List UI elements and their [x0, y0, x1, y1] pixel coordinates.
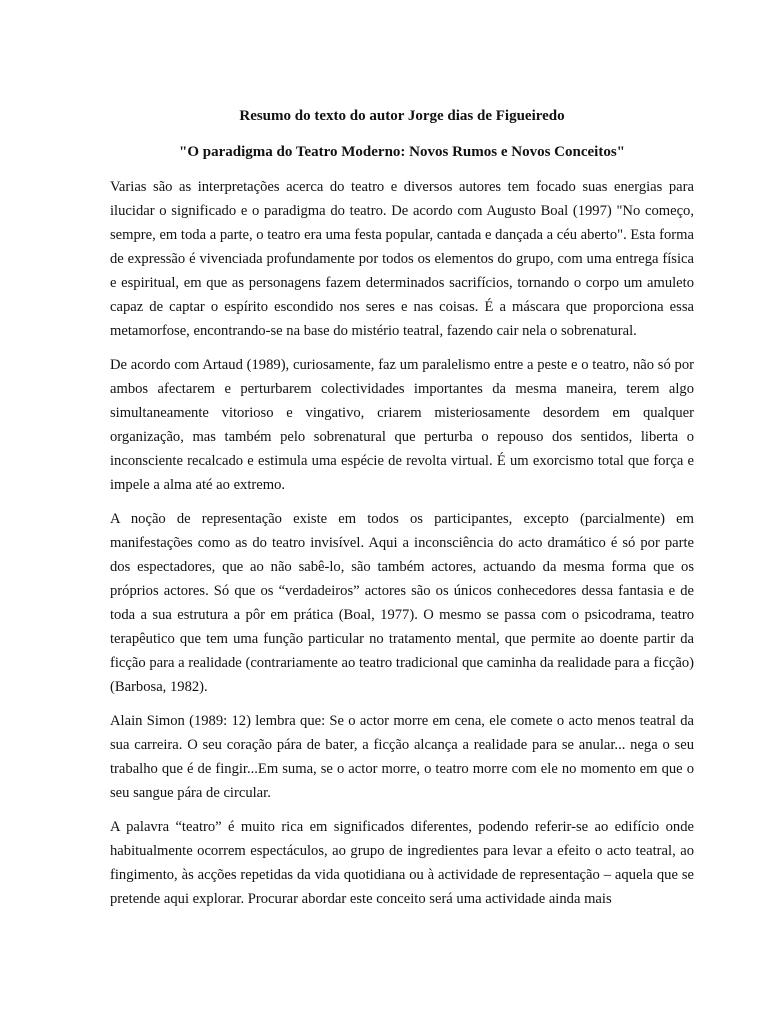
document-page	[110, 105, 694, 921]
paragraph-1: Varias são as interpretações acerca do teatro e diversos autores tem focado suas energias para ilucidar o significado e o paradigma do teatro. De acordo com Augusto Boal (1997) "No começo, sempre, em toda a parte, o teatro era uma festa popular, cantada e dançada a céu aberto". Esta forma de expressão é vivenciada profundamente por todos os elementos do grupo, com uma entrega física e espiritual, em que as personagens fazem determinados sacrifícios, tornando o corpo um amuleto capaz de captar o espírito escondido nos seres e nas coisas. É a máscara que proporciona essa metamorfose, encontrando-se na base do mistério teatral, fazendo cair nela o sobrenatural.	[110, 179, 694, 339]
paragraph-4: Alain Simon (1989: 12) lembra que: Se o actor morre em cena, ele comete o acto menos teatral da sua carreira. O seu coração pára de bater, a ficção alcança a realidade para se anular... nega o seu trabalho que é de fingir...Em suma, se o actor morre, o teatro morre com ele no momento em que o seu sangue pára de circular.	[110, 713, 694, 801]
document-title: Resumo do texto do autor Jorge dias de Figueiredo	[239, 108, 565, 124]
paragraph-3: A noção de representação existe em todos os participantes, excepto (parcialmente) em manifestações como as do teatro invisível. Aqui a inconsciência do acto dramático é só por parte dos espectadores, que ao não sabê-lo, são também actores, actuando da mesma forma que os próprios actores. Só que os “verdadeiros” actores são os únicos conhecedores dessa fantasia e de toda a sua estrutura a pôr em prática (Boal, 1977). O mesmo se passa com o psicodrama, teatro terapêutico que tem uma função particular no tratamento mental, que permite ao doente partir da ficção para a realidade (contrariamente ao teatro tradicional que caminha da realidade para a ficção) (Barbosa, 1982).	[110, 511, 694, 695]
paragraph-5: A palavra “teatro” é muito rica em significados diferentes, podendo referir-se ao edifício onde habitualmente ocorrem espectáculos, ao grupo de ingredientes para levar a efeito o acto teatral, ao fingimento, às acções repetidas da vida quotidiana ou à actividade de representação – aquela que se pretende aqui explorar. Procurar abordar este conceito será uma actividade ainda mais	[110, 819, 694, 907]
paragraph-2: De acordo com Artaud (1989), curiosamente, faz um paralelismo entre a peste e o teatro, não só por ambos afectarem e perturbarem colectividades importantes da mesma maneira, terem algo simultaneamente vitorioso e vingativo, criarem misteriosamente desordem em qualquer organização, mas também pelo sobrenatural que perturba o repouso dos sentidos, liberta o inconsciente recalcado e estimula uma espécie de revolta virtual. É um exorcismo total que força e impele a alma até ao extremo.	[110, 357, 694, 493]
document-subtitle: "O paradigma do Teatro Moderno: Novos Rumos e Novos Conceitos"	[179, 144, 625, 160]
